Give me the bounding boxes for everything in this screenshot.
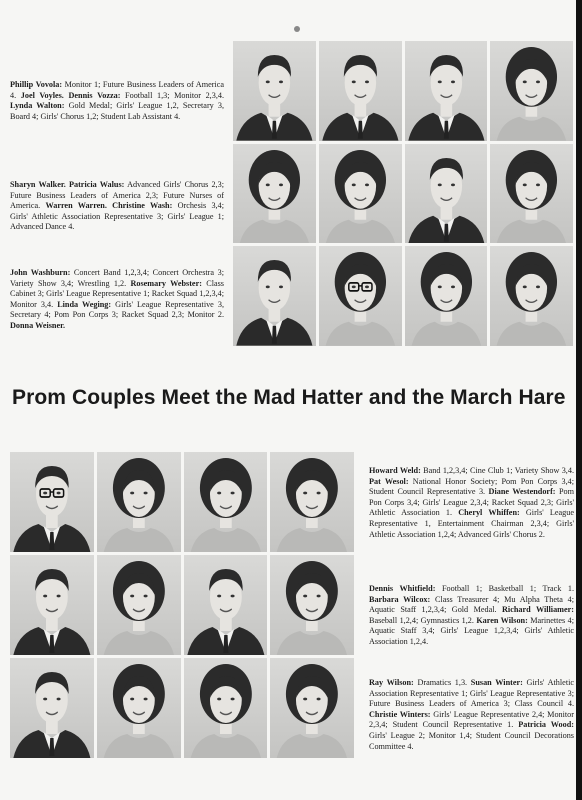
student-portrait <box>184 555 268 655</box>
student-activities: Girls' League Representative 2,4; Monitor 2,3,4; Student Council Representative 1. <box>369 709 574 730</box>
student-name: Howard Weld: <box>369 466 421 475</box>
student-activities: Class Cabinet 3; Girls' League Representative 1; Racket Squad 1,2,3,4; Monitor 3,4. <box>10 278 224 309</box>
student-activities: Dramatics 1,3. <box>413 678 471 687</box>
student-name: Karen Wilson: <box>476 615 528 625</box>
student-name: Susan Winter: <box>470 678 523 687</box>
student-portrait <box>184 658 268 758</box>
student-name: Pat Wesol: <box>369 476 409 486</box>
student-activities: Concert Band 1,2,3,4; Concert Orchestra 3; Variety Show 3,4; Wrestling 1,2. <box>10 268 224 288</box>
student-portrait <box>405 144 488 244</box>
student-name: Christie Winters: <box>369 709 431 719</box>
student-name: Cheryl Whiffen: <box>458 508 520 518</box>
student-portrait <box>97 555 181 655</box>
student-name: Donna Weisner. <box>10 320 66 330</box>
student-activities: Girls' League 2; Monitor 1,4; Student Council Decorations Committee 4. <box>369 730 574 751</box>
student-name: Dennis Whitfield: <box>369 584 436 593</box>
student-activities: Monitor 1; Future Business Leaders of America 4. <box>10 80 224 100</box>
student-portrait <box>405 41 488 141</box>
student-activities: Girls' Athletic Association Representative 1; Girls' League Representative 3; Future Business Leaders of America 3; Class Council 4. <box>369 678 574 709</box>
student-portrait <box>10 555 94 655</box>
student-name: Rosemary Webster: <box>130 278 202 288</box>
student-portrait <box>319 144 402 244</box>
student-name: Barbara Wilcox: <box>369 594 431 604</box>
student-name: Sharyn Walker. Patricia Walus: <box>10 180 125 189</box>
student-portrait <box>405 246 488 346</box>
student-name: John Washburn: <box>10 268 71 277</box>
student-portrait <box>97 452 181 552</box>
page-edge <box>576 0 582 800</box>
student-portrait <box>270 555 354 655</box>
student-name: Diane Westendorf: <box>488 487 556 497</box>
portrait-grid-top <box>233 41 573 346</box>
student-activities: Football 1,3; Monitor 2,3,4. <box>120 90 225 100</box>
student-name: Patricia Wood: <box>518 720 574 730</box>
student-portrait <box>233 246 316 346</box>
caption-top-1 <box>10 80 224 122</box>
student-name: Ray Wilson: <box>369 678 414 687</box>
student-portrait <box>490 246 573 346</box>
caption-top-3 <box>10 268 224 332</box>
student-portrait <box>184 452 268 552</box>
student-portrait <box>97 658 181 758</box>
caption-bottom-1 <box>369 466 574 540</box>
page-mark <box>294 26 300 32</box>
student-activities: Marinettes 4; Aquatic Staff 3,4; Girls' League 1,2,3,4; Girls' Athletic Association 1,2,4. <box>369 615 574 646</box>
student-portrait <box>270 452 354 552</box>
student-portrait <box>233 144 316 244</box>
student-activities: Gold Medal; Girls' League 1,2, Secretary 3, Board 4; Girls' Chorus 1,2; Student Lab Assistant 4. <box>10 101 225 121</box>
student-activities: Orchesis 3,4; Girls' Athletic Association Representative 3; Girls' League 1; Advanced Dance 4. <box>10 201 224 232</box>
student-portrait <box>490 41 573 141</box>
student-activities: National Honor Society; Pom Pon Corps 3,4; Student Council Representative 3. <box>369 476 574 497</box>
student-activities: Football 1; Basketball 1; Track 1. <box>435 584 574 593</box>
caption-top-2 <box>10 180 224 233</box>
student-portrait <box>10 452 94 552</box>
student-portrait <box>319 41 402 141</box>
student-portrait <box>10 658 94 758</box>
student-activities: Band 1,2,3,4; Cine Club 1; Variety Show 3,4. <box>420 466 574 475</box>
student-activities: Class Treasurer 4; Mu Alpha Theta 4; Aquatic Staff 1,2,3,4; Gold Medal. <box>369 594 574 615</box>
student-name: Warren Warren. Christine Wash: <box>45 201 173 211</box>
student-activities: Girls' League Representative 1, Entertainment Chairman 2,3,4; Girls' Athletic Association 1,2,4; Advanced Girls' Chorus 2. <box>369 508 574 539</box>
student-activities: Advanced Girls' Chorus 2,3; Future Business Leaders of America 2,3; Future Nurses of America. <box>10 180 224 211</box>
page-headline: Prom Couples Meet the Mad Hatter and the March Hare <box>12 386 566 409</box>
student-name: Linda Weging: <box>57 299 112 309</box>
portrait-grid-bottom <box>10 452 354 758</box>
student-portrait <box>270 658 354 758</box>
student-name: Phillip Vovola: <box>10 80 63 89</box>
student-name: Richard Williamer: <box>502 605 574 615</box>
student-activities: Girls' League Representative 3, Secretary 4; Pom Pon Corps 3; Racket Squad 2,3; Monitor 2. <box>10 299 224 320</box>
student-name: Joel Voyles. Dennis Vozza: <box>20 90 121 100</box>
student-portrait <box>233 41 316 141</box>
caption-bottom-3 <box>369 678 574 752</box>
student-activities: Baseball 1,2,4; Gymnastics 1,2. <box>369 615 477 625</box>
student-portrait <box>319 246 402 346</box>
student-portrait <box>490 144 573 244</box>
caption-bottom-2 <box>369 584 574 648</box>
student-activities: Pom Pon Corps 3,4; Girls' League 2,3,4; Racket Squad 2,3; Girls' Athletic Association 1. <box>369 487 574 518</box>
student-name: Lynda Walton: <box>10 101 65 111</box>
